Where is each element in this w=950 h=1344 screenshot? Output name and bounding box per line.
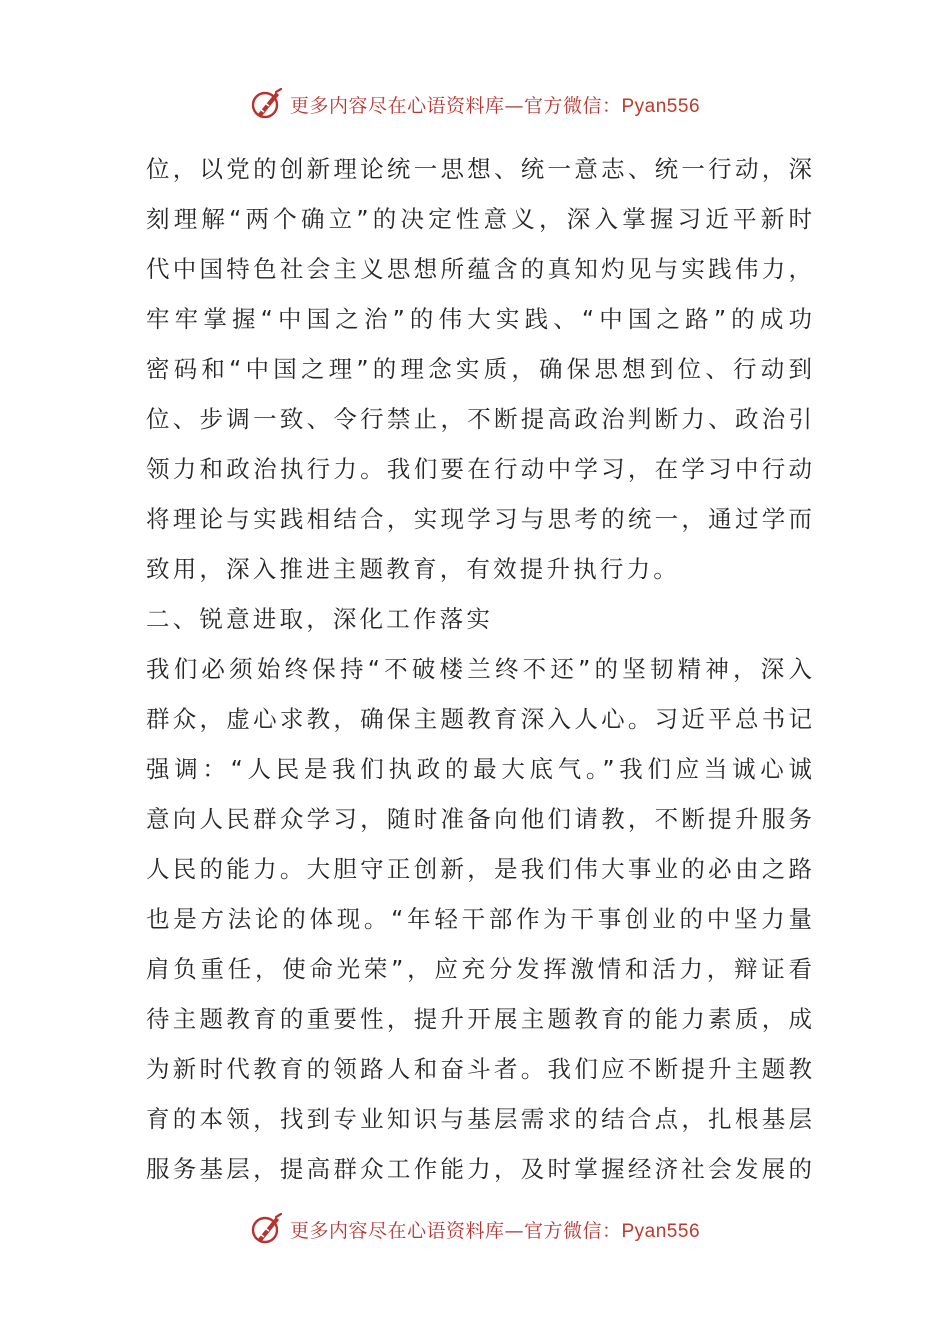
body-line: 强调：“人民是我们执政的最大底气。”我们应当诚心诚 [146,755,812,783]
header-site-text: 更多内容尽在心语资料库 [289,94,505,117]
footer-site-text: 更多内容尽在心语资料库 [289,1219,505,1242]
footer-wechat-id: Pyan556 [621,1220,701,1242]
body-line: 将理论与实践相结合，实现学习与思考的统一，通过学而 [146,505,812,533]
quill-pen-logo-icon [250,1212,284,1246]
body-line: 服务基层，提高群众工作能力，及时掌握经济社会发展的 [146,1155,812,1183]
body-line: 也是方法论的体现。“年轻干部作为干事创业的中坚力量 [146,905,812,933]
footer-watermark-text [290,1216,700,1243]
body-line: 育的本领，找到专业知识与基层需求的结合点，扎根基层 [146,1105,812,1133]
body-line: 领力和政治执行力。我们要在行动中学习，在学习中行动 [146,455,812,483]
header-watermark [0,84,950,124]
body-line: 密码和“中国之理”的理念实质，确保思想到位、行动到 [146,355,812,383]
footer-wechat-label: 官方微信： [523,1219,622,1242]
body-line: 为新时代教育的领路人和奋斗者。我们应不断提升主题教 [146,1055,812,1083]
header-wechat-id: Pyan556 [621,95,701,117]
body-line: 人民的能力。大胆守正创新，是我们伟大事业的必由之路 [146,855,812,883]
body-line: 牢牢掌握“中国之治”的伟大实践、“中国之路”的成功 [146,305,812,333]
body-line: 群众，虚心求教，确保主题教育深入人心。习近平总书记 [146,705,812,733]
body-line: 意向人民群众学习，随时准备向他们请教，不断提升服务 [146,805,812,833]
quill-pen-logo-icon [250,87,284,121]
header-dash: — [504,94,524,117]
footer-dash: — [504,1219,524,1242]
body-line: 刻理解“两个确立”的决定性意义，深入掌握习近平新时 [146,205,812,233]
body-line: 待主题教育的重要性，提升开展主题教育的能力素质，成 [146,1005,812,1033]
body-line: 肩负重任，使命光荣”，应充分发挥激情和活力，辩证看 [146,955,812,983]
header-wechat-label: 官方微信： [523,94,622,117]
body-line: 我们必须始终保持“不破楼兰终不还”的坚韧精神，深入 [146,655,812,683]
body-line: 位、步调一致、令行禁止，不断提高政治判断力、政治引 [146,405,812,433]
section-heading: 二、锐意进取，深化工作落实 [146,605,494,633]
footer-watermark [0,1209,950,1249]
body-line: 致用，深入推进主题教育，有效提升执行力。 [146,555,680,583]
document-body [146,144,812,1194]
header-watermark-text [290,91,700,118]
body-line: 代中国特色社会主义思想所蕴含的真知灼见与实践伟力， [146,255,812,283]
body-line: 位，以党的创新理论统一思想、统一意志、统一行动，深 [146,155,812,183]
